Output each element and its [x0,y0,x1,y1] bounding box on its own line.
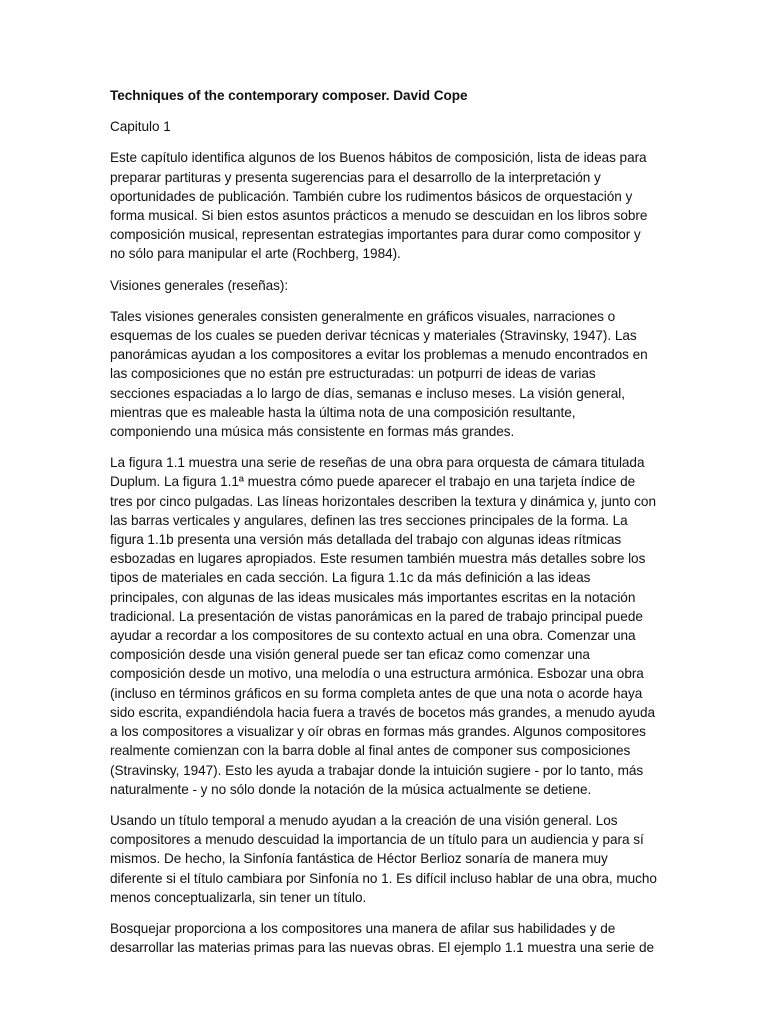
section-paragraph-3: Usando un título temporal a menudo ayudan a la creación de una visión general. Los compositores a menudo descuidad la importancia de un título para un audiencia y para sí mismos. De hecho, la Sinfonía fantástica de Héctor Berlioz sonaría de manera muy diferente si el título cambiara por Sinfonía no 1. Es difícil incluso hablar de una obra, mucho menos conceptualizarla, sin tener un título. [110,812,657,905]
section-paragraph-1: Tales visiones generales consisten generalmente en gráficos visuales, narraciones o esquemas de los cuales se pueden derivar técnicas y materiales (Stravinsky, 1947). Las panorámicas ayudan a los compositores a evitar los problemas a menudo encontrados en las composiciones que no están pre estructuradas: un potpurri de ideas de varias secciones espaciadas a lo largo de días, semanas e incluso meses. La visión general, mientras que es maleable hasta la última nota de una composición resultante, componiendo una música más consistente en formas más grandes. [110,308,648,440]
chapter-heading: Capitulo 1 [110,119,171,135]
intro-paragraph: Este capítulo identifica algunos de los Buenos hábitos de composición, lista de ideas para preparar partituras y presenta sugerencias para el desarrollo de la interpretación y oportunidades de publicación. También cubre los rudimentos básicos de orquestación y forma musical. Si bien estos asuntos prácticos a menudo se descuidan en los libros sobre composición musical, representan estrategias importantes para durar como compositor y no sólo para manipular el arte (Rochberg, 1984). [110,150,648,262]
section-paragraph-4: Bosquejar proporciona a los compositores una manera de afilar sus habilidades y de desarrollar las materias primas para las nuevas obras. El ejemplo 1.1 muestra una serie de [110,920,655,956]
document-body [110,86,658,969]
section-heading: Visiones generales (reseñas): [110,277,289,293]
document-title: Techniques of the contemporary composer. David Cope [110,88,468,103]
section-paragraph-2: La figura 1.1 muestra una serie de reseñas de una obra para orquesta de cámara titulada Duplum. La figura 1.1ª muestra cómo puede aparecer el trabajo en una tarjeta índice de tres por cinco pulgadas. Las líneas horizontales describen la textura y dinámica y, junto con las barras verticales y angulares, definen las tres secciones principales de la forma. La figura 1.1b presenta una versión más detallada del trabajo con algunas ideas rítmicas esbozadas en lugares apropiados. Este resumen también muestra más detalles sobre los tipos de materiales en cada sección. La figura 1.1c da más definición a las ideas principales, con algunas de las ideas musicales más importantes escritas en la notación tradicional. La presentación de vistas panorámicas en la pared de trabajo principal puede ayudar a recordar a los compositores de su contexto actual en una obra. Comenzar una composición desde una visión general puede ser tan eficaz como comenzar una composición desde un motivo, una melodía o una estructura armónica. Esbozar una obra (incluso en términos gráficos en su forma completa antes de que una nota o acorde haya sido escrita, expandiéndola hacia fuera a través de bocetos más grandes, a menudo ayuda a los compositores a visualizar y oír obras en formas más grandes. Algunos compositores realmente comienzan con la barra doble al final antes de componer sus composiciones (Stravinsky, 1947). Esto les ayuda a trabajar donde la intuición sugiere - por lo tanto, más naturalmente - y no sólo donde la notación de la música actualmente se detiene. [110,455,656,797]
